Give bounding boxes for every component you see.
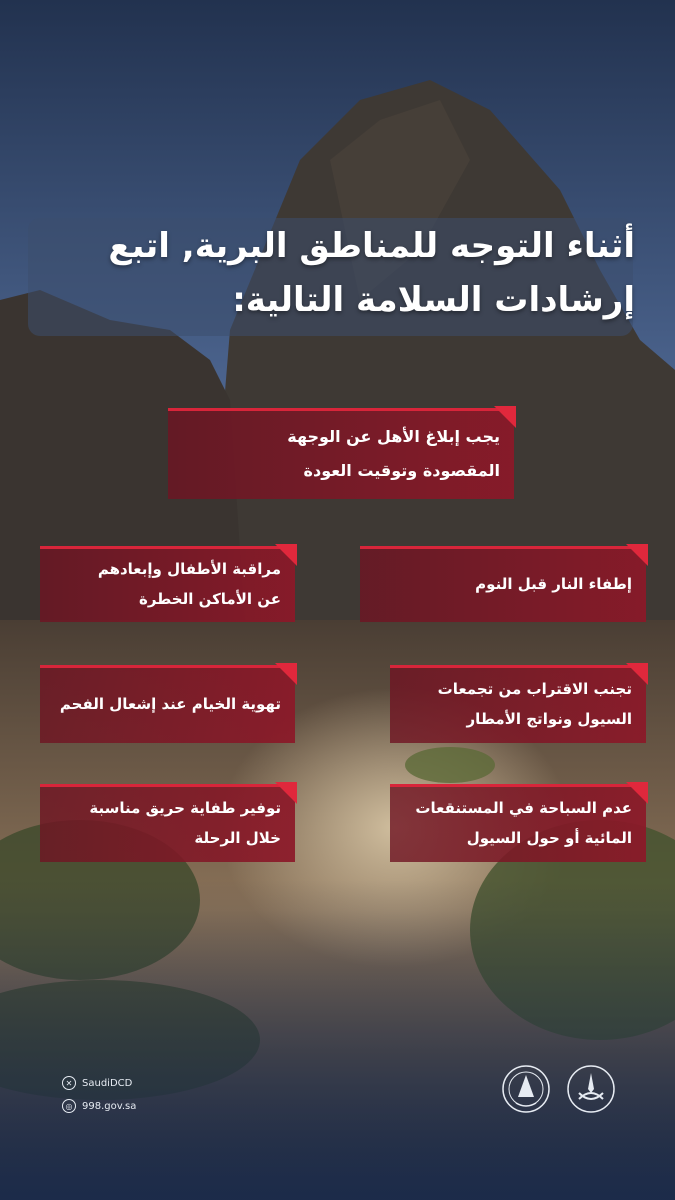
card-top-line bbox=[40, 546, 295, 549]
card-top-line bbox=[390, 784, 646, 787]
tip-card-notify-family bbox=[168, 408, 514, 499]
tip-card-no-swimming bbox=[390, 784, 646, 862]
tip-text-line-1: توفير طفاية حريق مناسبة bbox=[89, 799, 281, 817]
tip-text-line-1: تهوية الخيام عند إشعال الفحم bbox=[59, 695, 281, 713]
page-title-line-2: إرشادات السلامة التالية: bbox=[232, 280, 635, 320]
tip-text-line-1: عدم السباحة في المستنقعات bbox=[415, 799, 632, 817]
tip-card-extinguish-fire bbox=[360, 546, 646, 622]
card-top-line bbox=[390, 665, 646, 668]
tip-text-line-2: عن الأماكن الخطرة bbox=[138, 590, 281, 608]
card-accent bbox=[275, 663, 297, 685]
card-accent bbox=[626, 663, 648, 685]
saudi-emblem-icon bbox=[565, 1063, 617, 1115]
card-accent bbox=[626, 544, 648, 566]
civil-defense-emblem-icon bbox=[500, 1063, 552, 1115]
card-accent bbox=[494, 406, 516, 428]
card-accent bbox=[626, 782, 648, 804]
tip-text-line-1: يجب إبلاغ الأهل عن الوجهة bbox=[287, 426, 500, 446]
tip-card-ventilate-tents bbox=[40, 665, 295, 743]
tip-card-watch-children bbox=[40, 546, 295, 622]
social-handle-link[interactable] bbox=[62, 1076, 132, 1090]
card-accent bbox=[275, 782, 297, 804]
page-title-line-1: أثناء التوجه للمناطق البرية, اتبع bbox=[108, 226, 635, 266]
card-top-line bbox=[40, 665, 295, 668]
social-handle-text: SaudiDCD bbox=[82, 1077, 133, 1089]
tip-card-fire-extinguisher bbox=[40, 784, 295, 862]
website-link[interactable] bbox=[62, 1099, 136, 1113]
tip-card-avoid-floods bbox=[390, 665, 646, 743]
card-top-line bbox=[360, 546, 646, 549]
card-top-line bbox=[168, 408, 514, 411]
tip-text-line-2: خلال الرحلة bbox=[194, 829, 281, 847]
tip-text-line-2: السيول ونواتج الأمطار bbox=[466, 710, 632, 728]
tip-text-line-2: المقصودة وتوقيت العودة bbox=[303, 460, 500, 480]
tip-text-line-1: تجنب الاقتراب من تجمعات bbox=[437, 680, 632, 698]
globe-icon: ◎ bbox=[62, 1099, 76, 1113]
tip-text-line-1: مراقبة الأطفال وإبعادهم bbox=[97, 560, 281, 578]
card-accent bbox=[275, 544, 297, 566]
x-logo-icon: ✕ bbox=[62, 1076, 76, 1090]
website-text: 998.gov.sa bbox=[82, 1100, 137, 1112]
tip-text-line-1: إطفاء النار قبل النوم bbox=[475, 575, 632, 593]
card-top-line bbox=[40, 784, 295, 787]
tip-text-line-2: المائية أو حول السيول bbox=[466, 829, 632, 847]
